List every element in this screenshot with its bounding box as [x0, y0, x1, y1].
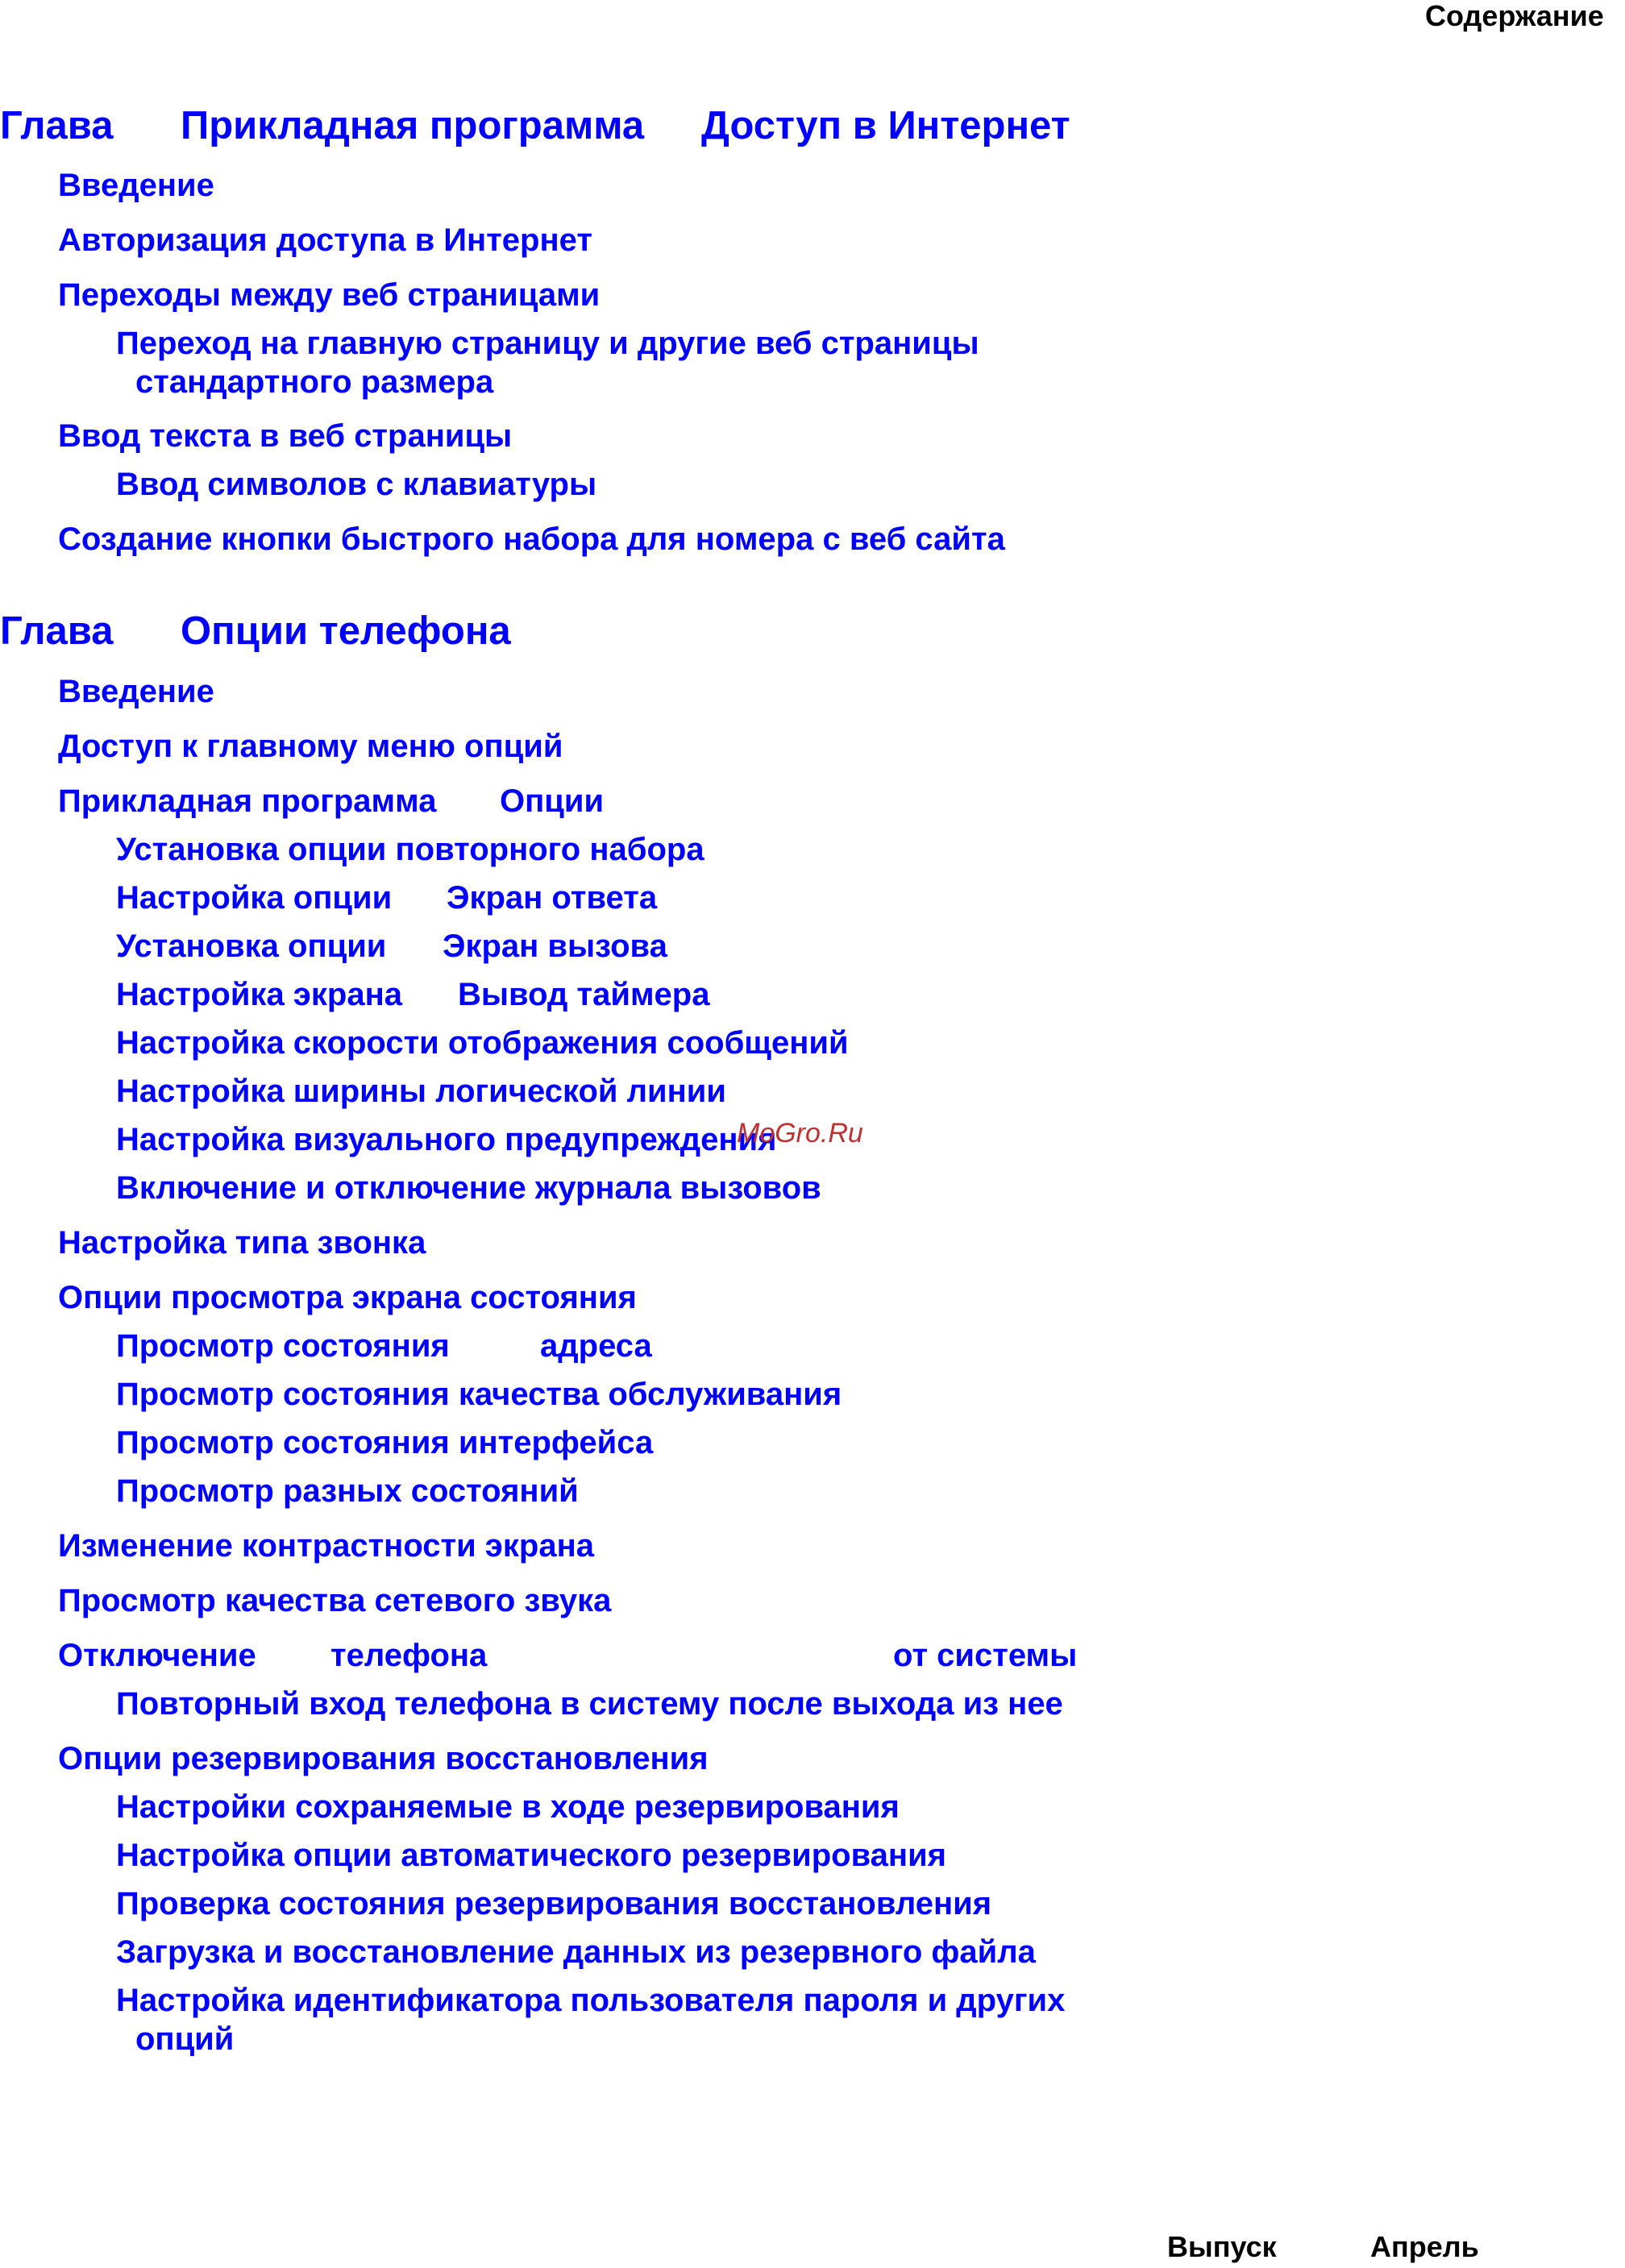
- toc-link-backup[interactable]: Опции резервирования восстановления: [58, 1741, 709, 1776]
- toc-link-status-options[interactable]: Опции просмотра экрана состояния: [58, 1280, 637, 1315]
- watermark: MoGro.Ru: [737, 1118, 863, 1149]
- toc-link-auth[interactable]: Авторизация доступа в Интернет: [58, 222, 592, 258]
- chapter-title-part: Доступ в Интернет: [701, 104, 1070, 147]
- toc-text: Вывод таймера: [458, 977, 710, 1012]
- toc-link-auto-backup[interactable]: Настройка опции автоматического резервирования: [116, 1838, 946, 1873]
- toc-link-line-width[interactable]: Настройка ширины логической линии: [116, 1074, 726, 1109]
- toc-text: Отключение: [58, 1638, 256, 1673]
- toc-text: от системы: [893, 1638, 1078, 1673]
- toc-text: Настройка опции: [116, 880, 393, 916]
- chapter-title-part: Опции телефона: [181, 609, 511, 653]
- toc-link-intro-2[interactable]: Введение: [58, 674, 214, 709]
- toc-text: Экран ответа: [447, 880, 658, 916]
- chapter-title-part: Прикладная программа: [181, 104, 645, 147]
- toc-link-status-misc[interactable]: Просмотр разных состояний: [116, 1473, 579, 1509]
- toc-link-user-id-cont[interactable]: опций: [135, 2021, 235, 2057]
- toc-text: Настройка экрана: [116, 977, 402, 1012]
- toc-link-contrast[interactable]: Изменение контрастности экрана: [58, 1528, 594, 1564]
- toc-link-restore[interactable]: Загрузка и восстановление данных из резервного файла: [116, 1934, 1036, 1970]
- toc-link-keyboard[interactable]: Ввод символов с клавиатуры: [116, 467, 597, 502]
- toc-link-user-id[interactable]: Настройка идентификатора пользователя пароля и других: [116, 1983, 1066, 2018]
- toc-link-status-qos[interactable]: Просмотр состояния качества обслуживания: [116, 1377, 842, 1412]
- toc-link-speed-dial[interactable]: Создание кнопки быстрого набора для номера с веб сайта: [58, 521, 1005, 557]
- toc-link-navigation[interactable]: Переходы между веб страницами: [58, 277, 601, 313]
- toc-link-call-log[interactable]: Включение и отключение журнала вызовов: [116, 1170, 821, 1206]
- toc-text: Прикладная программа: [58, 783, 437, 819]
- chapter-label: Глава: [0, 609, 114, 653]
- page-header-title: Содержание: [1425, 0, 1604, 32]
- toc-link-intro[interactable]: Введение: [58, 168, 214, 203]
- toc-text: Просмотр состояния: [116, 1328, 450, 1364]
- toc-text: Установка опции: [116, 928, 387, 964]
- toc-link-ring-type[interactable]: Настройка типа звонка: [58, 1225, 426, 1261]
- toc-link-visual-alert[interactable]: Настройка визуального предупреждения: [116, 1122, 777, 1157]
- toc-text: адреса: [540, 1328, 652, 1364]
- toc-text: телефона: [330, 1638, 488, 1673]
- chapter-label: Глава: [0, 104, 114, 147]
- toc-link-home-page[interactable]: Переход на главную страницу и другие веб страницы: [116, 326, 979, 361]
- toc-link-message-speed[interactable]: Настройка скорости отображения сообщений: [116, 1025, 849, 1061]
- toc-link-status-interface[interactable]: Просмотр состояния интерфейса: [116, 1425, 654, 1460]
- toc-link-main-menu[interactable]: Доступ к главному меню опций: [58, 729, 563, 764]
- toc-link-relogin[interactable]: Повторный вход телефона в систему после выхода из нее: [116, 1686, 1063, 1722]
- footer-month: Апрель: [1370, 2230, 1479, 2263]
- toc-link-home-page-cont[interactable]: стандартного размера: [135, 364, 494, 400]
- toc-text: Опции: [500, 783, 605, 819]
- toc-text: Экран вызова: [443, 928, 667, 964]
- toc-link-net-sound[interactable]: Просмотр качества сетевого звука: [58, 1583, 612, 1618]
- footer-issue: Выпуск: [1167, 2230, 1277, 2263]
- toc-link-redial[interactable]: Установка опции повторного набора: [116, 832, 704, 867]
- toc-link-text-input[interactable]: Ввод текста в веб страницы: [58, 418, 513, 454]
- toc-link-backup-check[interactable]: Проверка состояния резервирования восстановления: [116, 1886, 992, 1921]
- toc-link-backup-saved[interactable]: Настройки сохраняемые в ходе резервирования: [116, 1789, 900, 1825]
